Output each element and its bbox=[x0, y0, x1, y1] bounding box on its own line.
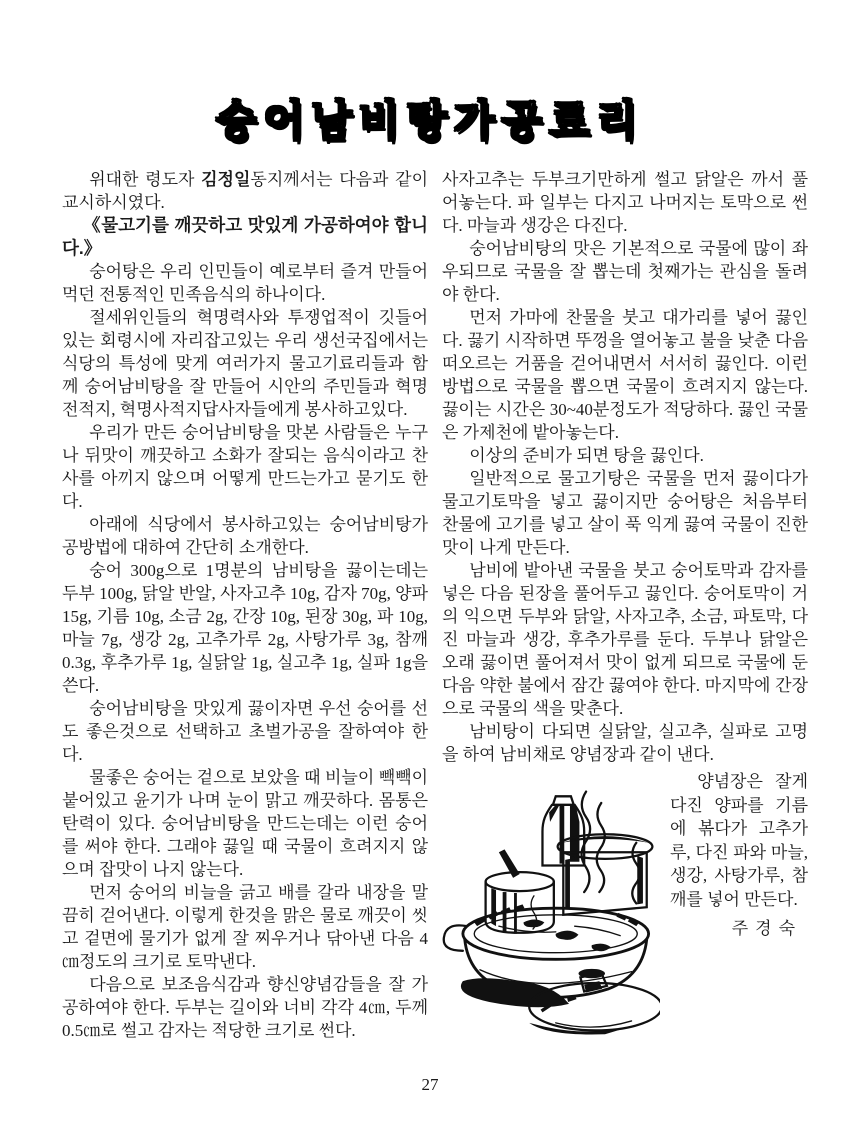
leader-quote: 《물고기를 깨끗하고 맛있게 가공하여야 합니다.》 bbox=[62, 215, 428, 258]
paragraph: 먼저 가마에 찬물을 붓고 대가리를 넣어 끓인다. 끓기 시작하면 뚜껑을 열어놓고 불을 낮춘 다음 떠오르는 거품을 걷어내면서 서서히 끓인다. 이런 방법으로 국물을 뽑으면 국물이 흐려지지 않는다. 끓이는 시간은 30~40분정도가 적당하다. 끓인 국물은 가제천에 밭아놓는다. bbox=[442, 308, 808, 442]
paragraph: 아래에 식당에서 봉사하고있는 숭어남비탕가공방법에 대하여 간단히 소개한다. bbox=[62, 515, 428, 557]
steaming-pot-illustration bbox=[442, 784, 660, 1038]
title-block bbox=[0, 0, 860, 148]
paragraph: 이상의 준비가 되면 탕을 끓인다. bbox=[469, 446, 704, 465]
illustration-and-note-row bbox=[442, 770, 808, 1044]
paragraph: 숭어탕은 우리 인민들이 예로부터 즐겨 만들어먹던 전통적인 민족음식의 하나이다. bbox=[62, 262, 428, 304]
paragraph: 사자고추는 두부크기만하게 썰고 닭알은 까서 풀어놓는다. 파 일부는 다지고 나머지는 토막으로 썬다. 마늘과 생강은 다진다. bbox=[442, 170, 808, 235]
author-name: 주경숙 bbox=[731, 919, 802, 938]
illustration-box bbox=[442, 770, 660, 1044]
paragraph: 우리가 만든 숭어남비탕을 맛본 사람들은 누구나 뒤맛이 깨끗하고 소화가 잘되는 음식이라고 찬사를 아끼지 않으며 어떻게 만드는가고 묻기도 한다. bbox=[62, 423, 428, 511]
paragraph: 남비에 밭아낸 국물을 붓고 숭어토막과 감자를 넣은 다음 된장을 풀어두고 끓인다. 숭어토막이 거의 익으면 두부와 닭알, 사자고추, 소금, 파토막, 다진 마늘과 생강, 후추가루를 둔다. 두부나 닭알은 오래 끓이면 풀어져서 맛이 없게 되므로 국물에 둔 다음 약한 불에서 잠간 끓여야 한다. 마지막에 간장으로 국물의 색을 맞춘다. bbox=[442, 561, 808, 718]
page-title: 숭어남비탕가공료리 bbox=[215, 96, 645, 145]
page-number: 27 bbox=[421, 1075, 439, 1094]
paragraph: 숭어 300g으로 1명분의 남비탕을 끓이는데는 두부 100g, 닭알 반알, 사자고추 10g, 감자 70g, 양파 15g, 기름 10g, 소금 2g, 간장 10g, 된장 30g, 파 10g, 마늘 7g, 생강 2g, 고추가루 2g, 사탕가루 3g, 참깨 0.3g, 후추가루 1g, 실닭알 1g, 실고추 1g, 실파 1g을 쓴다. bbox=[62, 561, 428, 695]
intro-suffix: 동지께서는 다음과 같이 교시하시였다. bbox=[62, 170, 428, 212]
seasoning-note-text: 양념장은 잘게 다진 양파를 기름에 볶다가 고추가루, 다진 파와 마늘, 생강, 사탕가루, 참깨를 넣어 만든다. bbox=[670, 772, 808, 909]
intro-prefix: 위대한 령도자 bbox=[89, 170, 202, 189]
paragraph: 먼저 숭어의 비늘을 긁고 배를 갈라 내장을 말끔히 걷어낸다. 이렇게 한것을 맑은 물로 깨끗이 씻고 겉면에 물기가 없게 잘 찌우거나 닦아낸 다음 4㎝정도의 크기로 토막낸다. bbox=[62, 883, 428, 971]
seasoning-note bbox=[670, 770, 808, 941]
paragraph: 숭어남비탕을 맛있게 끓이자면 우선 숭어를 선도 좋은것으로 선택하고 초벌가공을 잘하여야 한다. bbox=[62, 699, 428, 764]
paragraph: 숭어남비탕의 맛은 기본적으로 국물에 많이 좌우되므로 국물을 잘 뽑는데 첫째가는 관심을 돌려야 한다. bbox=[442, 239, 808, 304]
paragraph: 물좋은 숭어는 겉으로 보았을 때 비늘이 빽빽이 붙어있고 윤기가 나며 눈이 맑고 깨끗하다. 몸통은 탄력이 있다. 숭어남비탕을 만드는데는 이런 숭어를 써야 한다. 그래야 끓일 때 국물이 흐려지지 않으며 잡맛이 나지 않는다. bbox=[62, 768, 428, 879]
paragraph: 일반적으로 물고기탕은 국물을 먼저 끓이다가 물고기토막을 넣고 끓이지만 숭어탕은 처음부터 찬물에 고기를 넣고 살이 푹 익게 끓여 국물이 진한 맛이 나게 만든다. bbox=[442, 469, 808, 557]
paragraph: 남비탕이 다되면 실닭알, 실고추, 실파로 고명을 하여 남비채로 양념장과 같이 낸다. bbox=[442, 722, 808, 764]
paragraph: 절세위인들의 혁명력사와 투쟁업적이 깃들어있는 회령시에 자리잡고있는 우리 생선국집에서는 식당의 특성에 맞게 여러가지 물고기료리들과 함께 숭어남비탕을 잘 만들어 시안의 주민들과 혁명전적지, 혁명사적지답사자들에게 봉사하고있다. bbox=[62, 308, 428, 419]
two-column-body bbox=[62, 168, 808, 1044]
paragraph: 다음으로 보조음식감과 향신양념감들을 잘 가공하여야 한다. 두부는 길이와 너비 각각 4㎝, 두께 0.5㎝로 썰고 감자는 적당한 크기로 썬다. bbox=[62, 975, 428, 1040]
intro-paragraph bbox=[62, 168, 428, 214]
leader-name: 김정일 bbox=[201, 170, 251, 189]
left-column bbox=[62, 168, 428, 1044]
right-column bbox=[442, 168, 808, 1044]
